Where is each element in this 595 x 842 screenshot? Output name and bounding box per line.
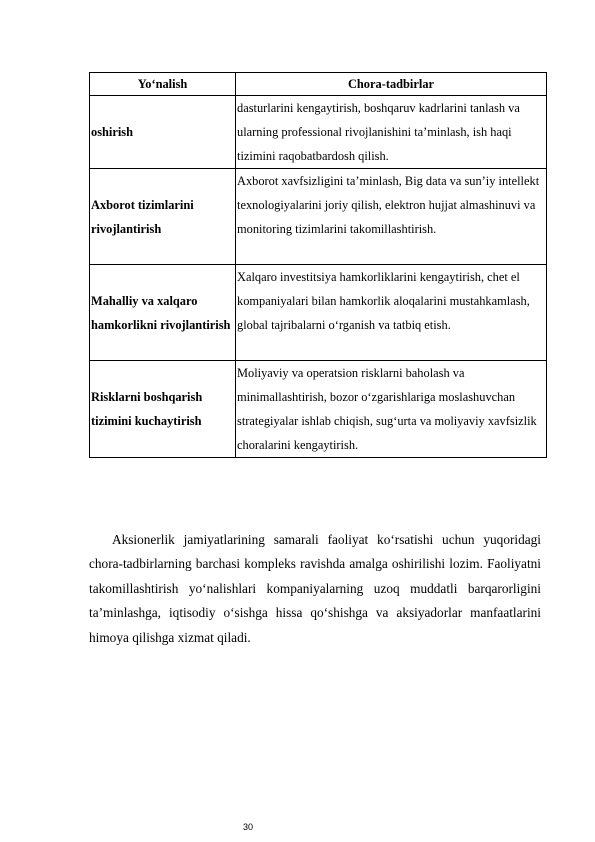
- direction-cell: Risklarni boshqarish tizimini kuchaytirish: [90, 361, 236, 458]
- body-paragraph: Aksionerlik jamiyatlarining samarali faoliyat ko‘rsatishi uchun yuqoridagi chora-tadbirlarning barchasi kompleks ravishda amalga oshirilishi lozim. Faoliyatni takomillashtirish yo‘nalishlari kompaniyalarning uzoq muddatli barqarorligini ta’minlashga, iqtisodiy o‘sishga hissa qo‘shishga va aksiyadorlar manfaatlarini himoya qilishga xizmat qiladi.: [89, 532, 541, 645]
- measures-cell: dasturlarini kengaytirish, boshqaruv kadrlarini tanlash va ularning professional rivojlanishini ta’minlash, ish haqi tizimini raqobatbardosh qilish.: [236, 96, 547, 169]
- page-number: 30: [243, 822, 254, 832]
- direction-cell: oshirish: [90, 96, 236, 169]
- table-row: [90, 265, 547, 361]
- direction-cell: Mahalliy va xalqaro hamkorlikni rivojlantirish: [90, 265, 236, 361]
- measures-cell: Moliyaviy va operatsion risklarni baholash va minimallashtirish, bozor o‘zgarishlariga moslashuvchan strategiyalar ishlab chiqish, sug‘urta va moliyaviy xavfsizlik choralarini kengaytirish.: [236, 361, 547, 458]
- measures-table: [89, 72, 547, 458]
- direction-cell: Axborot tizimlarini rivojlantirish: [90, 169, 236, 265]
- header-direction: Yo‘nalish: [90, 73, 236, 96]
- table-row: [90, 169, 547, 265]
- header-measures: Chora-tadbirlar: [236, 73, 547, 96]
- table-row: [90, 96, 547, 169]
- table-row: [90, 361, 547, 458]
- measures-cell: Xalqaro investitsiya hamkorliklarini kengaytirish, chet el kompaniyalari bilan hamkorlik aloqalarini mustahkamlash, global tajribalarni o‘rganish va tatbiq etish.: [236, 265, 547, 361]
- table-header-row: [90, 73, 547, 96]
- measures-cell: Axborot xavfsizligini ta’minlash, Big data va sun’iy intellekt texnologiyalarini joriy qilish, elektron hujjat almashinuvi va monitoring tizimlarini takomillashtirish.: [236, 169, 547, 265]
